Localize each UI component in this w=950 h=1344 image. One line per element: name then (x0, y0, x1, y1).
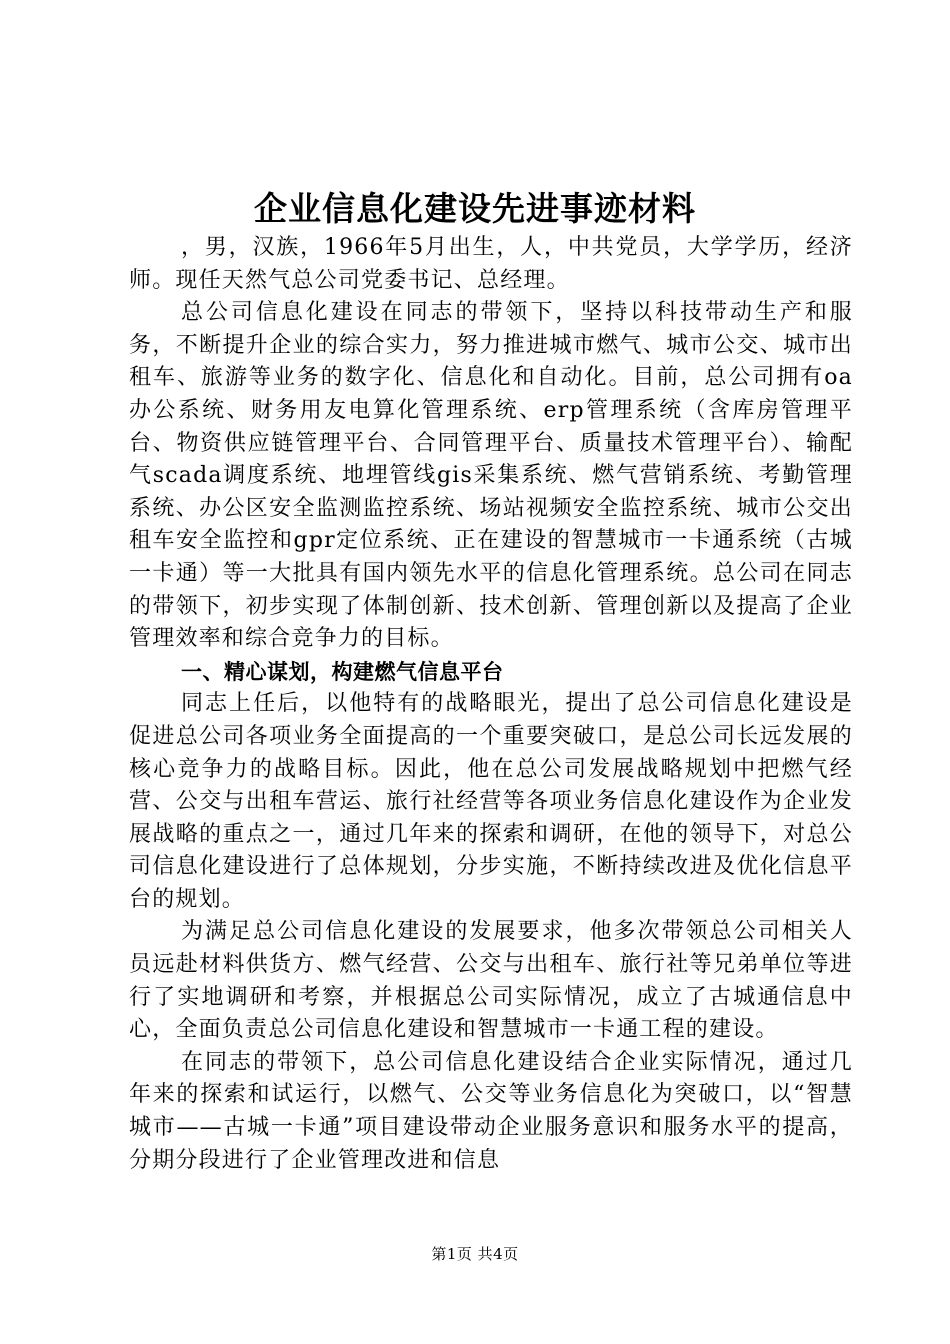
paragraph-intro: ，男，汉族，1966年5月出生，人，中共党员，大学学历，经济师。现任天然气总公司党委书记、总经理。 (129, 235, 853, 293)
paragraph-strategy: 同志上任后，以他特有的战略眼光，提出了总公司信息化建设是促进总公司各项业务全面提高的一个重要突破口，是总公司长远发展的核心竞争力的战略目标。因此，他在总公司发展战略规划中把燃气经营、公交与出租车营运、旅行社经营等各项业务信息化建设作为企业发展战略的重点之一，通过几年来的探索和调研，在他的领导下，对总公司信息化建设进行了总体规划，分步实施，不断持续改进及优化信息平台的规划。 (129, 691, 853, 912)
section-heading: 一、精心谋划，构建燃气信息平台 (181, 659, 504, 684)
page-footer: 第1页 共4页 (431, 1245, 519, 1263)
document-title: 企业信息化建设先进事迹材料 (254, 189, 696, 228)
paragraph-research: 为满足总公司信息化建设的发展要求，他多次带领总公司相关人员远赴材料供货方、燃气经营、公交与出租车、旅行社等兄弟单位等进行了实地调研和考察，并根据总公司实际情况，成立了古城通信息中心，全面负责总公司信息化建设和智慧城市一卡通工程的建设。 (129, 919, 853, 1043)
paragraph-overview: 总公司信息化建设在同志的带领下，坚持以科技带动生产和服务，不断提升企业的综合实力，努力推进城市燃气、城市公交、城市出租车、旅游等业务的数字化、信息化和自动化。目前，总公司拥有oa办公系统、财务用友电算化管理系统、erp管理系统（含库房管理平台、物资供应链管理平台、合同管理平台、质量技术管理平台）、输配气scada调度系统、地埋管线gis采集系统、燃气营销系统、考勤管理系统、办公区安全监测监控系统、场站视频安全监控系统、城市公交出租车安全监控和gpr定位系统、正在建设的智慧城市一卡通系统（古城一卡通）等一大批具有国内领先水平的信息化管理系统。总公司在同志的带领下，初步实现了体制创新、技术创新、管理创新以及提高了企业管理效率和综合竞争力的目标。 (129, 300, 853, 652)
paragraph-implementation: 在同志的带领下，总公司信息化建设结合企业实际情况，通过几年来的探索和试运行，以燃气、公交等业务信息化为突破口，以“智慧城市——古城一卡通”项目建设带动企业服务意识和服务水平的提高，分期分段进行了企业管理改进和信息 (129, 1049, 853, 1173)
document-body (129, 232, 853, 1177)
